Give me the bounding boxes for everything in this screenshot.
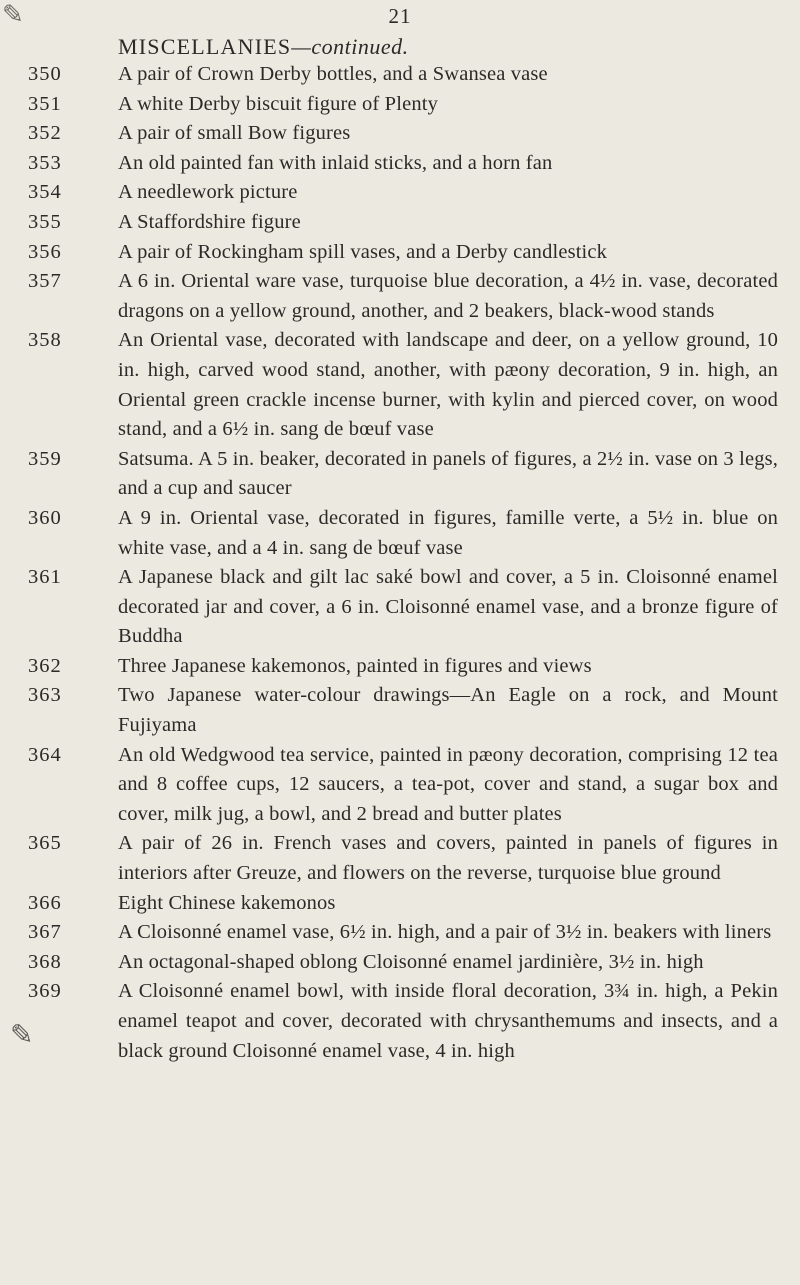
lot-description: A white Derby biscuit figure of Plenty [118,92,438,115]
lot-description: A 6 in. Oriental ware vase, turquoise blue decoration, a 4½ in. vase, decorated dragons on a yellow ground, another, and 2 beakers, black-wood stands [118,270,778,322]
binding-mark-top: ✎ [2,0,24,29]
lot-number: 357 [28,270,62,293]
lot-description: Eight Chinese kakemonos [118,891,336,914]
lot-entry [0,178,800,208]
lot-entry [0,60,800,90]
lot-entry [0,977,800,1066]
lot-number: 359 [28,447,62,470]
lot-number: 352 [28,122,62,145]
lot-description: A pair of Rockingham spill vases, and a Derby candlestick [118,240,608,263]
lot-description: Satsuma. A 5 in. beaker, decorated in panels of figures, a 2½ in. vase on 3 legs, and a cup and saucer [118,447,778,500]
lot-description: An octagonal-shaped oblong Cloisonné enamel jardinière, 3½ in. high [118,950,704,973]
lot-entry [0,326,800,444]
lot-number: 353 [28,151,62,174]
section-title-suffix: —continued. [291,34,409,59]
lot-number: 350 [28,63,62,85]
lot-entry [0,741,800,830]
lot-description: An old Wedgwood tea service, painted in pæony decoration, comprising 12 tea and 8 coffee cups, 12 saucers, a tea-pot, cover and stand, a sugar box and cover, milk jug, a bowl, and 2 bread and butter plates [118,743,778,825]
lot-number: 351 [28,92,62,115]
section-heading [118,34,409,60]
lot-number: 361 [28,566,62,589]
lot-entry [0,267,800,326]
lot-number: 363 [28,684,62,707]
lot-description: A pair of small Bow figures [118,122,351,145]
lot-description: A needlework picture [118,181,298,204]
lot-number: 368 [28,950,62,973]
lot-description: An old painted fan with inlaid sticks, and a horn fan [118,151,553,174]
lot-number: 366 [28,891,62,914]
lot-number: 369 [28,980,62,1003]
lot-description: A pair of Crown Derby bottles, and a Swansea vase [118,63,548,85]
lot-number: 360 [28,506,62,529]
lot-number: 354 [28,181,62,204]
lot-entry [0,948,800,978]
lot-entry [0,681,800,740]
lot-entry [0,445,800,504]
lot-number: 356 [28,240,62,263]
lot-entry [0,119,800,149]
lot-entry [0,563,800,652]
lot-entry [0,889,800,919]
lot-entry [0,208,800,238]
lot-description: Two Japanese water-colour drawings—An Eagle on a rock, and Mount Fujiyama [118,684,778,737]
lot-number: 365 [28,832,62,855]
lot-entry [0,829,800,888]
lot-entry [0,238,800,268]
lot-entry [0,918,800,948]
lot-entry [0,90,800,120]
lot-entry [0,149,800,179]
lot-number: 355 [28,210,62,233]
lot-number: 358 [28,329,62,352]
lot-description: An Oriental vase, decorated with landscape and deer, on a yellow ground, 10 in. high, carved wood stand, another, with pæony decoration, 9 in. high, an Oriental green crackle incense burner, with kylin and pierced cover, on wood stand, and a 6½ in. sang de bœuf vase [118,329,778,441]
binding-mark-bottom: ✎ [10,1020,34,1051]
section-title: MISCELLANIES [118,34,292,59]
lot-number: 367 [28,921,62,944]
lot-number: 364 [28,743,62,766]
lot-description: Three Japanese kakemonos, painted in figures and views [118,654,592,677]
lot-description: A Cloisonné enamel vase, 6½ in. high, and a pair of 3½ in. beakers with liners [118,921,772,944]
page-number: 21 [388,4,412,28]
lot-description: A 9 in. Oriental vase, decorated in figures, famille verte, a 5½ in. blue on white vase, and a 4 in. sang de bœuf vase [118,506,778,559]
lot-description: A Cloisonné enamel bowl, with inside floral decoration, 3¾ in. high, a Pekin enamel teapot and cover, decorated with chrysanthemums and insects, and a black ground Cloisonné enamel vase, 4 in. high [118,980,778,1062]
lot-number: 362 [28,654,62,677]
lot-description: A pair of 26 in. French vases and covers, painted in panels of figures in interiors after Greuze, and flowers on the reverse, turquoise blue ground [118,832,778,885]
lot-entry [0,504,800,563]
lot-list [0,60,800,1066]
lot-entry [0,652,800,682]
lot-description: A Japanese black and gilt lac saké bowl and cover, a 5 in. Cloisonné enamel decorated jar and cover, a 6 in. Cloisonné enamel vase, and a bronze figure of Buddha [118,566,778,648]
lot-description: A Staffordshire figure [118,210,301,233]
